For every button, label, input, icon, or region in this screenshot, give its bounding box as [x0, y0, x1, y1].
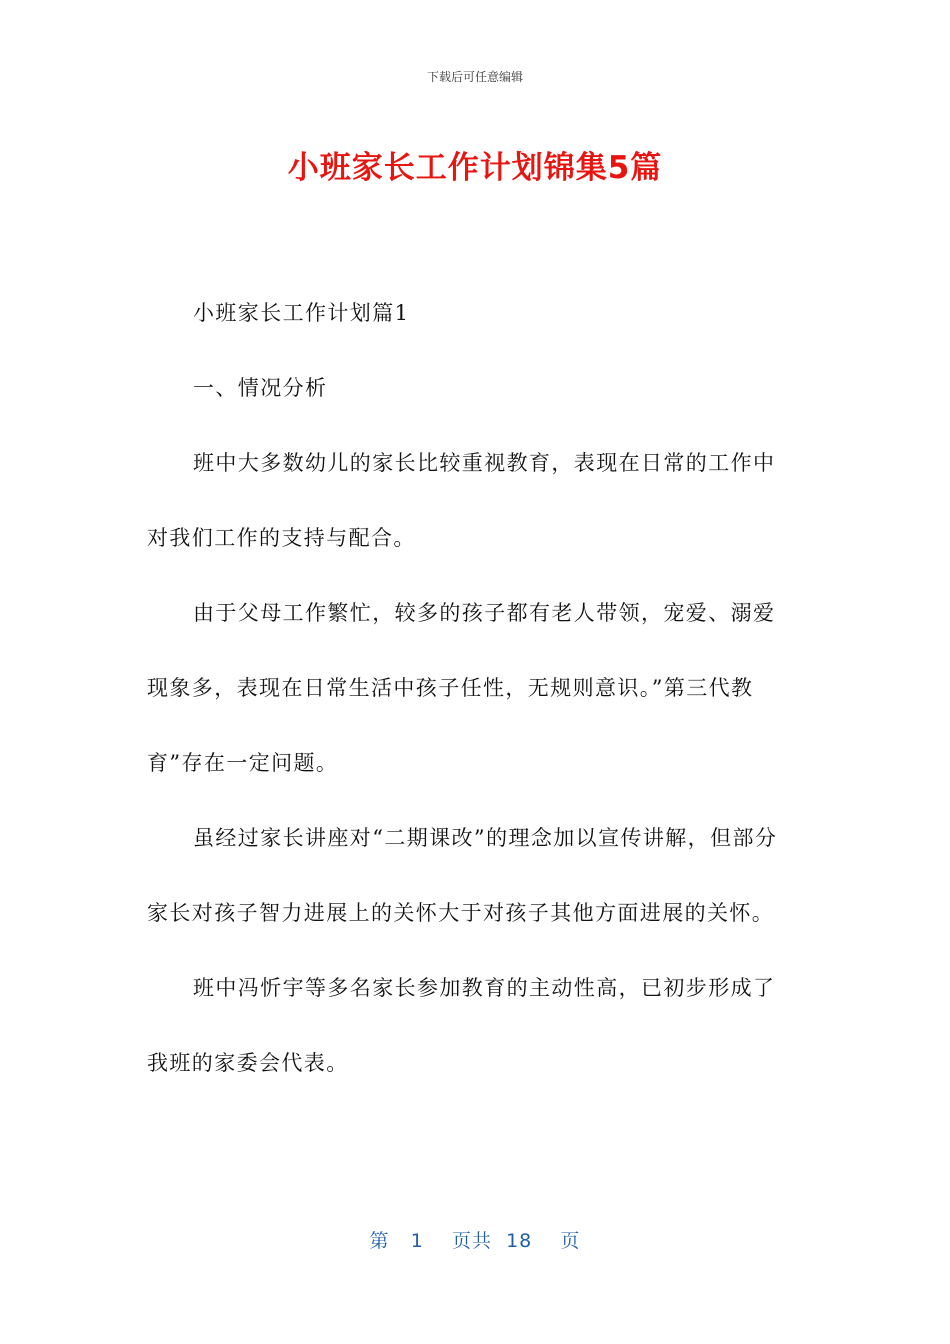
paragraph: 虽经过家长讲座对“二期课改”的理念加以宣传讲解，但部分家长对孩子智力进展上的关怀大于对孩子其他方面进展的关怀。: [147, 826, 778, 925]
total-pages-number: 18: [506, 1230, 533, 1252]
document-body: [147, 276, 792, 1101]
page-prefix: 第: [369, 1230, 390, 1252]
page-footer: [0, 1226, 950, 1253]
paragraph-section-heading: 小班家长工作计划篇1: [193, 301, 410, 325]
paragraph: 班中冯忻宇等多名家长参加教育的主动性高，已初步形成了我班的家委会代表。: [147, 976, 776, 1075]
page-suffix: 页: [560, 1230, 581, 1252]
paragraph-subheading: 一、情况分析: [193, 376, 328, 400]
paragraph: 由于父母工作繁忙，较多的孩子都有老人带领，宠爱、溺爱现象多，表现在日常生活中孩子任性，无规则意识。”第三代教育”存在一定问题。: [147, 601, 776, 775]
paragraph: 班中大多数幼儿的家长比较重视教育，表现在日常的工作中对我们工作的支持与配合。: [147, 451, 776, 550]
document-title: 小班家长工作计划锦集5篇: [287, 150, 663, 186]
current-page-number: 1: [410, 1230, 424, 1252]
header-note: 下载后可任意编辑: [426, 70, 523, 84]
page-mid: 页共: [451, 1230, 492, 1252]
